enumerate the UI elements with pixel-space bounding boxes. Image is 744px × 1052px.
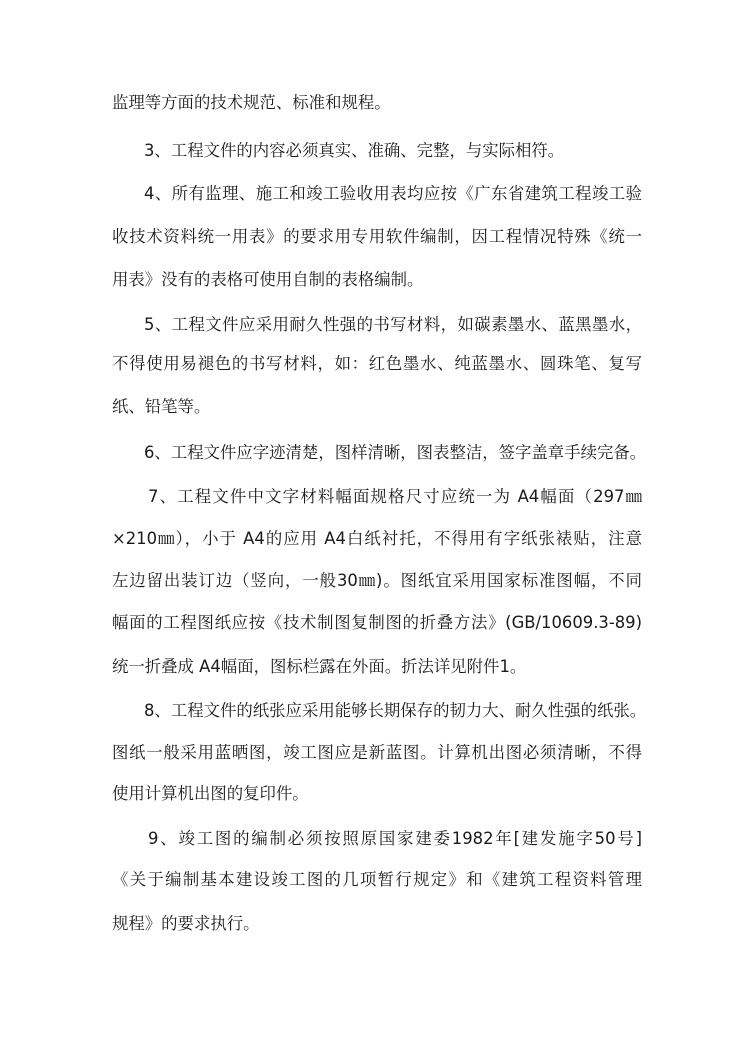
text-line-1: 监理等方面的技术规范、标准和规程。 [112,93,391,112]
text-line-4: 收技术资料统一用表》的要求用专用软件编制，因工程情况特殊《统一 [112,227,642,246]
text-line-19: 《关于编制基本建设竣工图的几项暂行规定》和《建筑工程资料管理 [112,870,642,889]
text-line-16: 图纸一般采用蓝晒图，竣工图应是新蓝图。计算机出图必须清晰，不得 [112,743,642,762]
text-line-7: 不得使用易褪色的书写材料，如：红色墨水、纯蓝墨水、圆珠笔、复写 [112,354,642,373]
text-line-12: 左边留出装订边（竖向，一般30㎜)。图纸宜采用国家标准图幅，不同 [112,571,642,590]
text-line-9: 6、工程文件应字迹清楚，图样清晰，图表整洁，签字盖章手续完备。 [144,443,647,462]
text-line-8: 纸、铅笔等。 [112,397,211,416]
text-line-11: ×210㎜），小于 A4的应用 A4白纸衬托，不得用有字纸张裱贴，注意 [112,529,642,548]
text-line-15: 8、工程文件的纸张应采用能够长期保存的韧力大、耐久性强的纸张。 [144,701,647,720]
text-line-14: 统一折叠成 A4幅面，图标栏露在外面。折法详见附件1。 [112,657,527,676]
text-line-13: 幅面的工程图纸应按《技术制图复制图的折叠方法》(GB/10609.3-89) [112,613,642,632]
text-line-17: 使用计算机出图的复印件。 [112,784,309,803]
text-line-18: 9、竣工图的编制必须按照原国家建委1982年[建发施字50号] [148,829,642,848]
text-line-20: 规程》的要求执行。 [112,914,260,933]
text-line-3: 4、所有监理、施工和竣工验收用表均应按《广东省建筑工程竣工验 [144,184,642,203]
text-line-10: 7、工程文件中文字材料幅面规格尺寸应统一为 A4幅面（297㎜ [148,487,642,506]
text-line-2: 3、工程文件的内容必须真实、准确、完整，与实际相符。 [144,141,565,160]
text-line-5: 用表》没有的表格可使用自制的表格编制。 [112,270,424,289]
text-line-6: 5、工程文件应采用耐久性强的书写材料，如碳素墨水、蓝黑墨水， [144,315,642,334]
